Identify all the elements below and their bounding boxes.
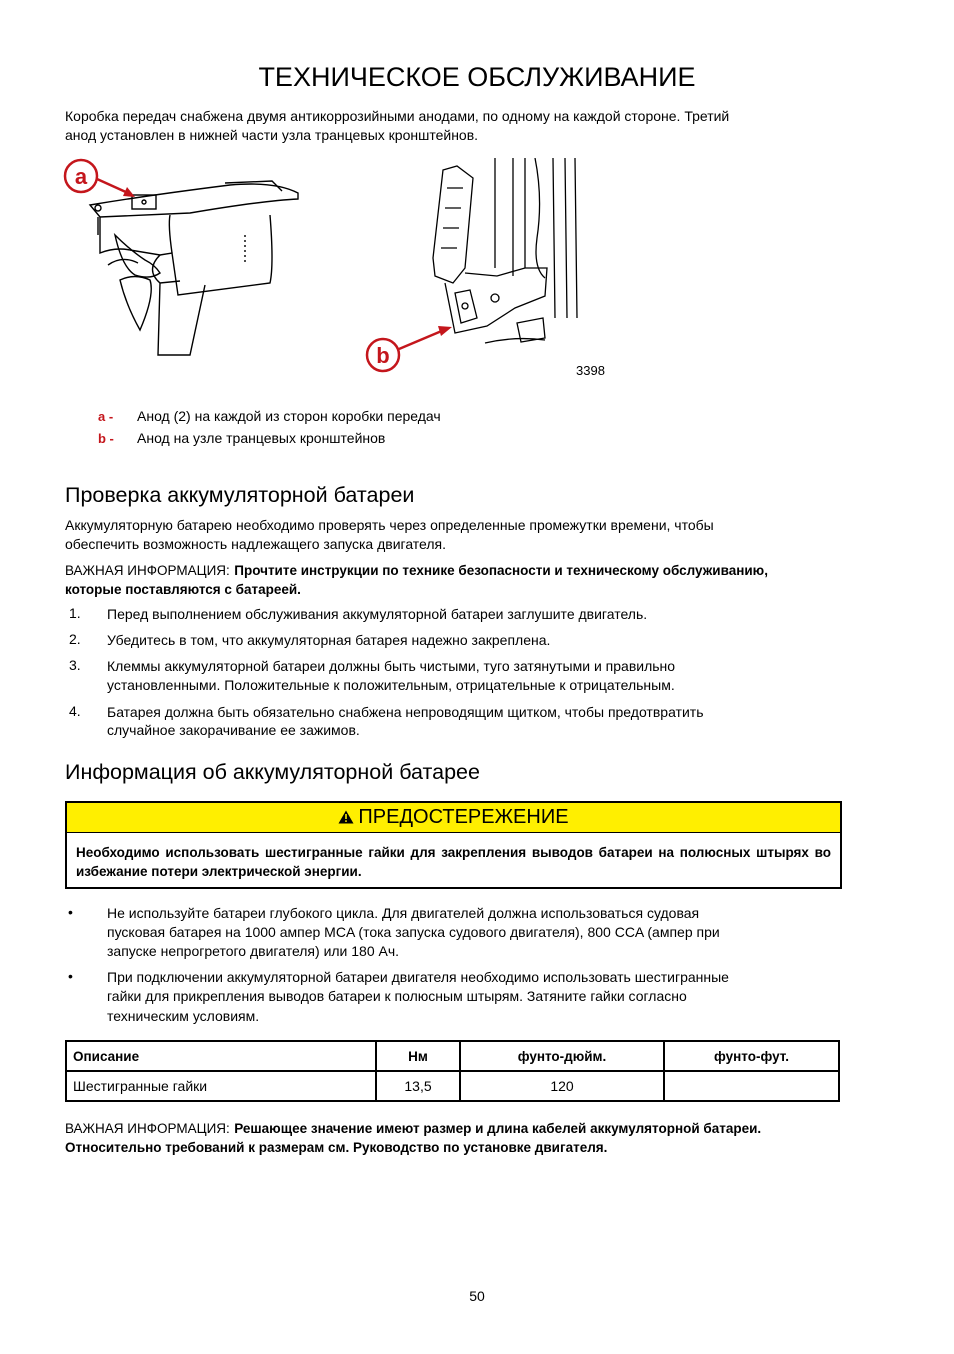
important-text-2: Решающее значение имеют размер и длина кабелей аккумуляторной батареи. <box>234 1121 762 1136</box>
callout-overlay <box>60 155 480 385</box>
important-label: ВАЖНАЯ ИНФОРМАЦИЯ: <box>65 563 230 578</box>
legend-text-b: Анод на узле транцевых кронштейнов <box>137 430 386 446</box>
table-header: Нм <box>376 1041 460 1071</box>
battery-check-heading: Проверка аккумуляторной батареи <box>65 483 415 507</box>
table-cell <box>664 1071 839 1101</box>
step-text: Убедитесь в том, что аккумуляторная батарея надежно закреплена. <box>107 632 551 648</box>
bullet-dot: • <box>68 968 73 984</box>
important-note-1 <box>65 562 768 580</box>
table-cell: 13,5 <box>376 1071 460 1101</box>
bullet-text-cont: гайки для прикрепления выводов батареи к полюсным штырям. Затяните гайки согласно <box>107 988 687 1004</box>
callout-b-label: b <box>376 343 390 368</box>
table-header: фунто-фут. <box>664 1041 839 1071</box>
table-header-row <box>66 1041 839 1071</box>
step-text: Батарея должна быть обязательно снабжена непроводящим щитком, чтобы предотвратить <box>107 704 704 720</box>
important-text-2b: Относительно требований к размерам см. Руководство по установке двигателя. <box>65 1140 608 1155</box>
important-text-1b: которые поставляются с батареей. <box>65 582 301 597</box>
step-number: 3. <box>69 657 81 673</box>
step-text: Перед выполнением обслуживания аккумуляторной батареи заглушите двигатель. <box>107 606 648 622</box>
warning-header <box>67 803 840 833</box>
battery-check-para-2: обеспечить возможность надлежащего запуска двигателя. <box>65 536 447 552</box>
bullet-text-cont: запуске непрогретого двигателя) или 180 Ач. <box>107 943 400 959</box>
legend-key-a: a - <box>98 409 114 424</box>
step-number: 2. <box>69 631 81 647</box>
warning-text: Необходимо использовать шестигранные гайки для закрепления выводов батареи на полюсных штырях во избежание потери электрической энергии. <box>76 845 831 879</box>
page-number: 50 <box>469 1288 485 1304</box>
battery-check-para-1: Аккумуляторную батарею необходимо проверять через определенные промежутки времени, чтобы <box>65 517 714 533</box>
page-title: ТЕХНИЧЕСКОЕ ОБСЛУЖИВАНИЕ <box>258 62 696 92</box>
table-row <box>66 1071 839 1101</box>
bullet-text-cont: пусковая батарея на 1000 ампер MCA (тока запуска судового двигателя), 800 CCA (ампер при <box>107 924 720 940</box>
callout-a-label: a <box>74 164 88 189</box>
figure-id: 3398 <box>576 363 605 378</box>
warning-triangle-icon <box>338 810 354 824</box>
legend-text-a: Анод (2) на каждой из сторон коробки передач <box>137 408 441 424</box>
bullet-dot: • <box>68 904 73 920</box>
step-number: 1. <box>69 605 81 621</box>
important-label: ВАЖНАЯ ИНФОРМАЦИЯ: <box>65 1121 230 1136</box>
important-note-2 <box>65 1120 761 1138</box>
legend-key-b: b - <box>98 431 114 446</box>
step-text: Клеммы аккумуляторной батареи должны быть чистыми, туго затянутыми и правильно <box>107 658 676 674</box>
table-cell: 120 <box>460 1071 664 1101</box>
intro-line-1: Коробка передач снабжена двумя антикоррозийными анодами, по одному на каждой стороне. Третий <box>65 108 730 124</box>
torque-spec-table <box>65 1040 840 1102</box>
warning-box <box>65 801 842 889</box>
table-header: Описание <box>66 1041 376 1071</box>
table-cell: Шестигранные гайки <box>66 1071 376 1101</box>
step-number: 4. <box>69 703 81 719</box>
important-note-1-cont <box>65 581 301 599</box>
important-text-1: Прочтите инструкции по технике безопасности и техническому обслуживанию, <box>234 563 768 578</box>
table-header: фунто-дюйм. <box>460 1041 664 1071</box>
step-text-cont: случайное закорачивание ее зажимов. <box>107 722 360 738</box>
intro-line-2: анод установлен в нижней части узла транцевых кронштейнов. <box>65 127 479 143</box>
bullet-text: Не используйте батареи глубокого цикла. Для двигателей должна использоваться судовая <box>107 905 700 921</box>
bullet-text-cont: техническим условиям. <box>107 1008 260 1024</box>
step-text-cont: установленными. Положительные к положительным, отрицательные к отрицательным. <box>107 677 675 693</box>
warning-title: ПРЕДОСТЕРЕЖЕНИЕ <box>358 806 569 828</box>
important-note-2-cont <box>65 1139 607 1157</box>
battery-info-heading: Информация об аккумуляторной батарее <box>65 760 480 784</box>
bullet-text: При подключении аккумуляторной батареи двигателя необходимо использовать шестигранные <box>107 969 729 985</box>
